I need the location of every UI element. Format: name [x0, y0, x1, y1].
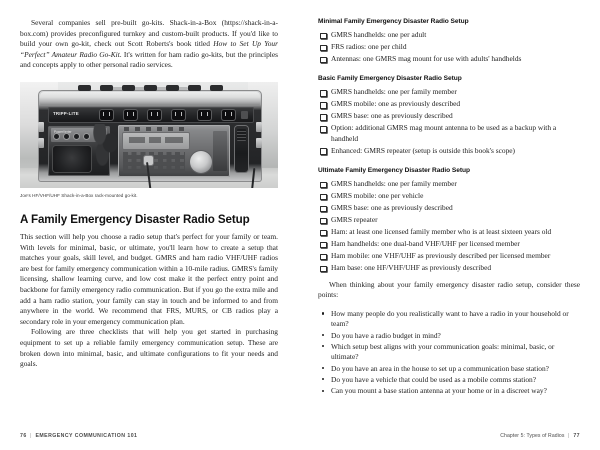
checkbox-icon[interactable] [320, 230, 327, 237]
intro-text-part1: Several companies sell pre-built go-kits. Shack-in-a-Box (https://shack-in-a-box.com) provides preconfigured turnkey and custom-built products. If you'd like to build your own go-kit, check out Scott Roberts's book titled [20, 18, 278, 49]
checklist-item-label: GMRS mobile: one as previously described [331, 99, 461, 109]
checkbox-icon[interactable] [320, 182, 327, 189]
checklist-item[interactable] [318, 263, 580, 273]
display-segment [149, 137, 161, 143]
secondary-radio-knob [84, 134, 89, 139]
checkbox-icon[interactable] [320, 206, 327, 213]
question-item [318, 331, 580, 342]
checklist-item-label: GMRS base: one as previously described [331, 111, 453, 121]
case-latch [38, 122, 44, 132]
lid-knob [188, 85, 201, 91]
checkbox-icon[interactable] [320, 126, 327, 133]
checklist-item[interactable] [318, 191, 580, 201]
checklist-heading-basic: Basic Family Emergency Disaster Radio Setup [318, 75, 462, 83]
checkbox-icon[interactable] [320, 114, 327, 121]
checklist-heading-minimal: Minimal Family Emergency Disaster Radio Setup [318, 18, 469, 25]
right-footer-separator: | [568, 433, 570, 439]
checkbox-icon[interactable] [320, 102, 327, 109]
speaker-grille [53, 146, 91, 172]
go-kit-photo [20, 82, 278, 188]
checklist-item[interactable] [318, 179, 580, 189]
question-label: Which setup best aligns with your communication goals: minimal, basic, or ultimate? [331, 341, 555, 362]
left-page-footer [20, 433, 137, 439]
go-kit-figure [20, 82, 278, 200]
consideration-questions [318, 309, 580, 397]
transceiver-display [123, 133, 189, 149]
right-footer-page-number: 77 [573, 433, 580, 439]
question-label: Can you mount a base station antenna at your home or in a discreet way? [331, 385, 547, 395]
lid-knob [144, 85, 157, 91]
lid-knob [100, 85, 113, 91]
left-footer-book-title: EMERGENCY COMMUNICATION 101 [35, 433, 138, 439]
power-strip-brand-label: TRIPP-LITE [53, 110, 79, 116]
checklist-item-label: GMRS handhelds: one per family member [331, 87, 457, 97]
checkbox-icon[interactable] [320, 90, 327, 97]
power-strip [48, 107, 254, 123]
checklist-item-label: Option: additional GMRS mag mount antenna to be used as a backup with a handheld [331, 123, 557, 143]
transceiver-top-buttons [124, 127, 188, 131]
vfo-tuning-knob [190, 151, 212, 173]
bullet-icon [322, 312, 324, 314]
checklist-item-label: Ham base: one HF/VHF/UHF as previously described [331, 263, 492, 273]
question-label: How many people do you realistically want to have a radio in your household or team? [331, 308, 569, 329]
checklist-item-label: Ham mobile: one VHF/UHF as previously described per licensed member [331, 251, 551, 261]
checklist-item-label: Enhanced: GMRS repeater (setup is outside this book's scope) [331, 145, 516, 155]
bullet-icon [322, 334, 324, 336]
checklist-ultimate [318, 179, 580, 273]
power-outlet [198, 110, 211, 120]
checkbox-icon[interactable] [320, 218, 327, 225]
question-item [318, 364, 580, 375]
right-page [300, 0, 600, 450]
display-segment [165, 137, 183, 143]
transceiver-right-panel [213, 131, 227, 171]
power-outlet [172, 110, 185, 120]
checklist-item[interactable] [318, 203, 580, 213]
checklist-item[interactable] [318, 215, 580, 225]
checklist-item[interactable] [318, 111, 580, 121]
power-switch [241, 111, 248, 119]
secondary-radio-label: PowerVerter [54, 129, 72, 134]
intro-paragraph [20, 18, 278, 71]
question-item [318, 375, 580, 386]
lid-knob [122, 85, 135, 91]
checkbox-icon[interactable] [320, 254, 327, 261]
lid-knob [78, 85, 91, 91]
left-footer-page-number: 76 [20, 433, 27, 439]
checklist-item[interactable] [318, 42, 580, 52]
checklist-basic [318, 87, 580, 156]
book-title-italic: How to Set Up Your “Perfect” Amateur Radio Go-Kit [20, 39, 278, 59]
right-footer-chapter-label: Chapter 5: Types of Radios [500, 433, 565, 439]
checklist-item-label: GMRS repeater [331, 215, 378, 225]
checklist-item[interactable] [318, 99, 580, 109]
right-page-footer [500, 433, 580, 439]
lid-knob [166, 85, 179, 91]
power-outlet [100, 110, 113, 120]
checklist-item-label: GMRS base: one as previously described [331, 203, 453, 213]
display-segment [129, 137, 145, 143]
transceiver-keypad [123, 152, 185, 173]
checklist-item[interactable] [318, 239, 580, 249]
question-label: Do you have a radio budget in mind? [331, 330, 441, 340]
figure-caption: Joe's HF/VHF/UHF Shack-in-a-Box rack-mounted go-kit. [20, 192, 138, 198]
secondary-radio-knob [74, 134, 79, 139]
checklist-item-label: Antennas: one GMRS mag mount for use with adults' handhelds [331, 54, 522, 63]
checklist-item-label: Ham handhelds: one dual-band VHF/UHF per licensed member [331, 239, 520, 249]
case-latch [256, 122, 262, 132]
checklist-heading-ultimate: Ultimate Family Emergency Disaster Radio Setup [318, 167, 470, 175]
checklist-item[interactable] [318, 54, 580, 64]
intro-text-part2: . It's written for ham radio go-kits, but the principles and concepts apply to other personal radio services. [20, 49, 279, 70]
question-item [318, 342, 580, 363]
microphone-grille [237, 129, 246, 141]
checklist-item-label: GMRS mobile: one per vehicle [331, 191, 424, 201]
case-latch [38, 138, 44, 148]
checkbox-icon[interactable] [320, 45, 327, 52]
checkbox-icon[interactable] [320, 266, 327, 273]
cable-bundle [92, 124, 118, 166]
checkbox-icon[interactable] [320, 194, 327, 201]
case-lid [40, 92, 260, 105]
checklist-item-label: GMRS handhelds: one per adult [331, 30, 427, 39]
bullet-icon [322, 390, 324, 392]
checkbox-icon[interactable] [320, 57, 327, 64]
secondary-radio-knob [54, 134, 59, 139]
body-paragraph-3: Following are three checklists that will help you get started in purchasing equipment to set up a reliable family emergency communication setup. These are broken down into minimal, basic, and ultimate configurations to fit your needs and goals. [20, 327, 278, 369]
bullet-icon [322, 378, 324, 380]
checklist-item[interactable] [318, 87, 580, 97]
bullet-icon [322, 367, 324, 369]
bullet-icon [322, 345, 324, 347]
power-outlet [124, 110, 137, 120]
power-outlet [148, 110, 161, 120]
left-footer-separator: | [30, 433, 32, 439]
checklist-item-label: Ham: at least one licensed family member who is at least sixteen years old [331, 227, 552, 237]
checklist-item[interactable] [318, 30, 580, 40]
checkbox-icon[interactable] [320, 33, 327, 40]
power-outlet [222, 110, 235, 120]
checklist-item[interactable] [318, 251, 580, 261]
secondary-radio-knob [64, 134, 69, 139]
checklist-item[interactable] [318, 227, 580, 237]
question-label: Do you have a vehicle that could be used as a mobile comms station? [331, 374, 537, 384]
checkbox-icon[interactable] [320, 148, 327, 155]
case-base [40, 172, 260, 181]
section-heading: A Family Emergency Disaster Radio Setup [20, 212, 250, 226]
handheld-microphone [235, 126, 248, 172]
hf-transceiver [118, 125, 230, 177]
checklist-item-label: GMRS handhelds: one per family member [331, 179, 457, 189]
question-item [318, 386, 580, 397]
checklist-minimal [318, 30, 580, 64]
question-item [318, 309, 580, 330]
checklist-item[interactable] [318, 123, 580, 144]
checklist-item[interactable] [318, 146, 580, 156]
body-paragraph-2: This section will help you choose a radio setup that's perfect for your family or team. With levels for minimal, basic, or ultimate, you'll learn how to create a setup that matches your goals, skill level, and budget. GMRS and ham radio VHF/UHF radios are best for family emergency communication within a 10-mile radius. GMRS's family licensing, shallow learning curve, and low cost make it the perfect entry point and backbone for family emergency radio communication. But if you go the extra mile and add a ham radio station, your family can stay in touch and be informed to and from anywhere in the world. We recommend that FRS, MURS, or CB radios play a secondary role in your emergency communication plan. [20, 231, 278, 326]
checklist-item-label: FRS radios: one per child [331, 42, 407, 51]
checkbox-icon[interactable] [320, 242, 327, 249]
case-latch [256, 138, 262, 148]
closing-paragraph: When thinking about your family emergency disaster radio setup, consider these points: [318, 279, 580, 300]
lid-knob [210, 85, 223, 91]
rack-case [38, 90, 262, 182]
question-label: Do you have an area in the house to set up a communication base station? [331, 363, 549, 373]
